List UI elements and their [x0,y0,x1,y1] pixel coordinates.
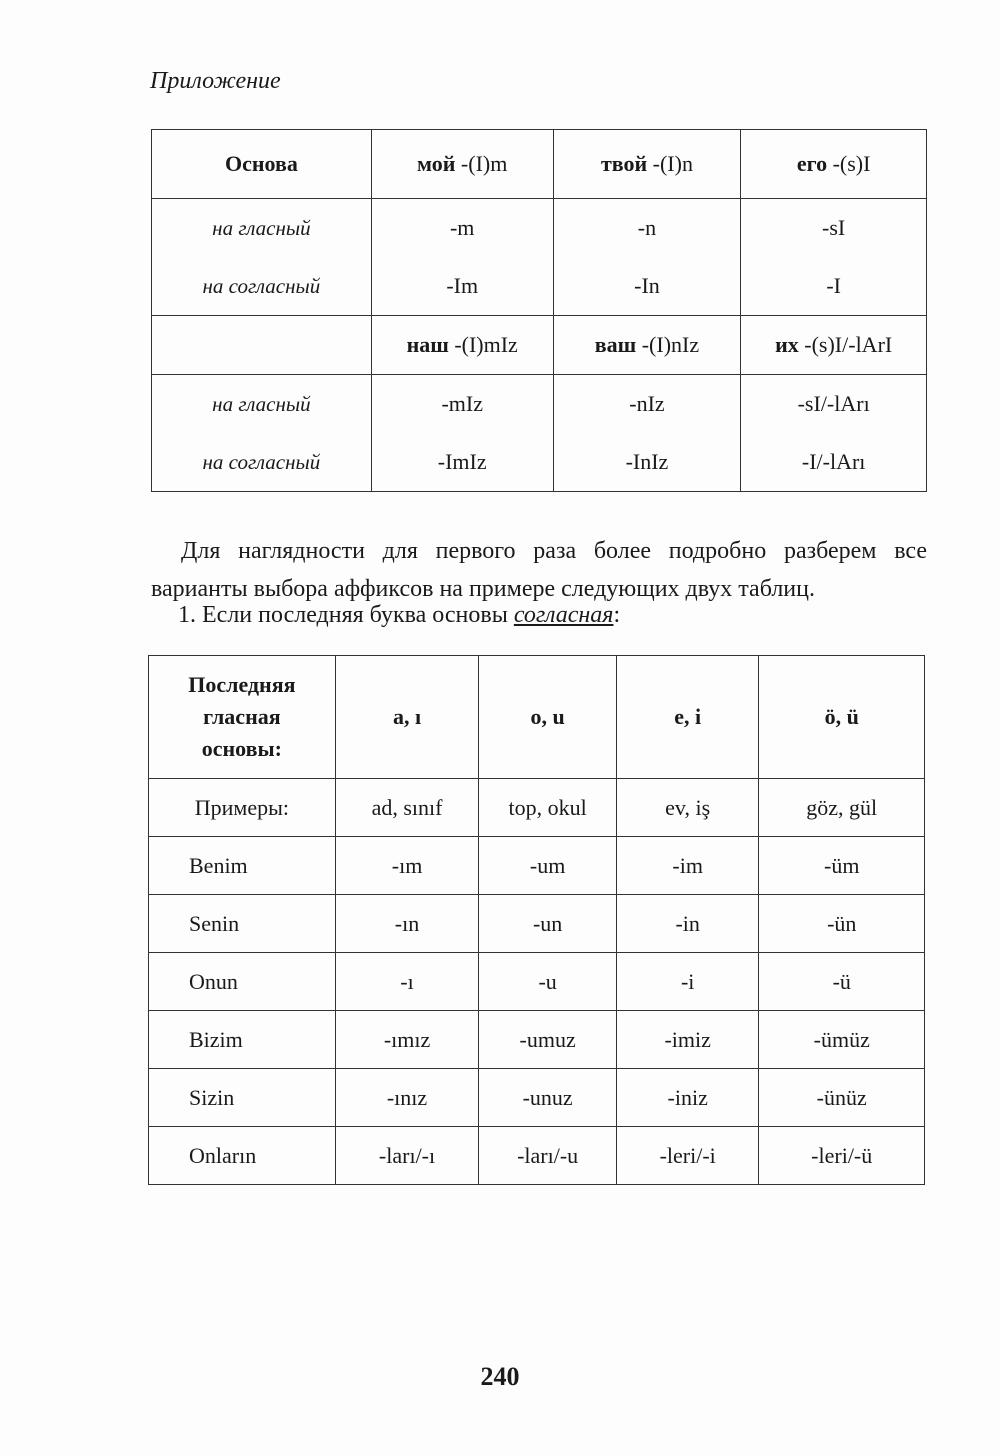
page-header: Приложение [150,68,281,94]
table-cell: ev, iş [616,779,759,837]
table-cell: -ın [335,895,479,953]
table-cell: -ünüz [759,1069,925,1127]
page-number: 240 [480,1362,520,1391]
table-cell: -iniz [616,1069,759,1127]
table-cell: -ım [335,837,479,895]
header-cell [152,316,372,375]
table-cell: -sI -I [741,199,927,316]
table-row [149,953,925,1011]
table-header-row [149,656,925,779]
table-cell: -imiz [616,1011,759,1069]
body-paragraph: Для наглядности для первого раза более подробно разберем все варианты выбора аффиксов на примере следующих двух таблиц. [151,538,927,602]
row-label: Bizim [149,1011,336,1069]
header-cell: o, u [479,656,617,779]
table-row [149,1069,925,1127]
table-cell: -ü [759,953,925,1011]
header-cell: ваш -(I)nIz [553,316,741,375]
row-label: Benim [149,837,336,895]
consonant-stem-table [148,655,925,1185]
header-cell: ö, ü [759,656,925,779]
header-cell: его -(s)I [741,130,927,199]
row-label: Примеры: [149,779,336,837]
header-cell: наш -(I)mIz [371,316,553,375]
header-cell: a, ı [335,656,479,779]
table-cell: -leri/-ü [759,1127,925,1185]
table-row [152,199,927,316]
row-label: Onun [149,953,336,1011]
header-cell: мой -(I)m [371,130,553,199]
table-row [149,1011,925,1069]
table-cell: -sI/-lArı -I/-lArı [741,375,927,492]
table-cell: -ün [759,895,925,953]
table-cell: -un [479,895,617,953]
table-cell: -nIz -InIz [553,375,741,492]
table-cell: -leri/-i [616,1127,759,1185]
table-cell: -im [616,837,759,895]
list-item: 1. Если последняя буква основы согласная: [178,602,621,628]
table-cell: -unuz [479,1069,617,1127]
possessive-affix-table [151,129,927,492]
header-cell: твой -(I)n [553,130,741,199]
table-header-row [152,316,927,375]
table-cell: göz, gül [759,779,925,837]
table-cell: top, okul [479,779,617,837]
table-header-row [152,130,927,199]
table-row [152,375,927,492]
table-cell: -ları/-u [479,1127,617,1185]
row-label: Senin [149,895,336,953]
stem-labels: на гласный на согласный [152,375,372,492]
table-cell: ad, sınıf [335,779,479,837]
table-cell: -ı [335,953,479,1011]
table-row [149,895,925,953]
header-cell: e, i [616,656,759,779]
table-cell: -i [616,953,759,1011]
header-cell: Последняя гласная основы: [149,656,336,779]
table-cell: -üm [759,837,925,895]
table-cell: -mIz -ImIz [371,375,553,492]
table-cell: -in [616,895,759,953]
row-label: Onların [149,1127,336,1185]
table-cell: -ınız [335,1069,479,1127]
table-cell: -n -In [553,199,741,316]
table-cell: -ları/-ı [335,1127,479,1185]
stem-labels: на гласный на согласный [152,199,372,316]
table-row [149,779,925,837]
table-row [149,837,925,895]
table-cell: -um [479,837,617,895]
table-cell: -m -Im [371,199,553,316]
table-cell: -umuz [479,1011,617,1069]
header-cell: их -(s)I/-lArI [741,316,927,375]
row-label: Sizin [149,1069,336,1127]
table-cell: -ümüz [759,1011,925,1069]
table-cell: -ımız [335,1011,479,1069]
table-row [149,1127,925,1185]
table-cell: -u [479,953,617,1011]
header-cell: Основа [152,130,372,199]
